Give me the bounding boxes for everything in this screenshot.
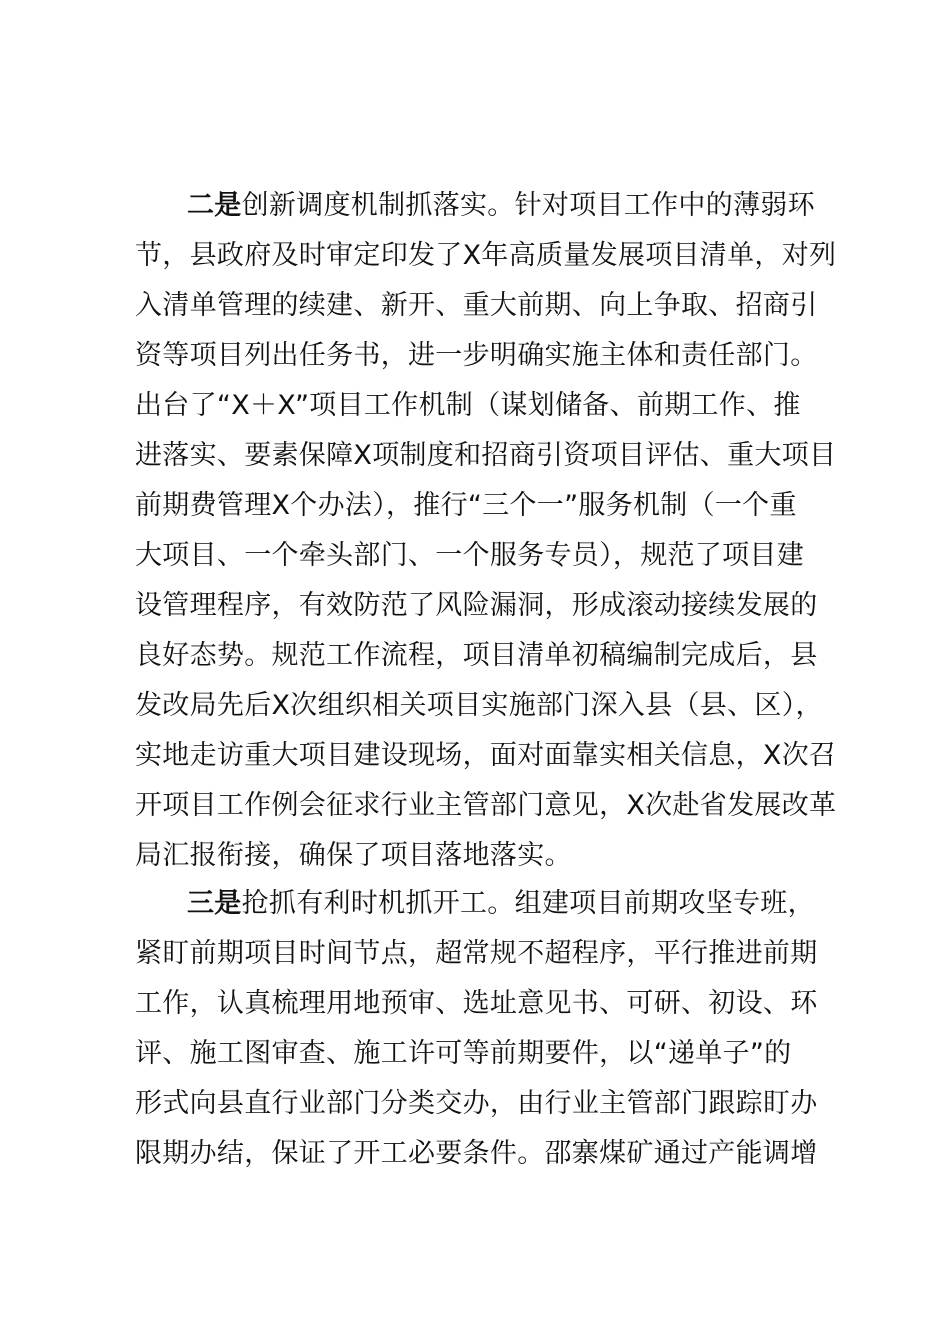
- paragraph-1-line-10: 良好态势。规范工作流程，项目清单初稿编制完成后，县: [135, 640, 818, 671]
- paragraph-1-line-14: 局汇报衔接，确保了项目落地落实。: [135, 840, 572, 871]
- paragraph-1-line-6: 进落实、要素保障X项制度和招商引资项目评估、重大项目: [135, 440, 837, 471]
- paragraph-1-line-9: 设管理程序，有效防范了风险漏洞，形成滚动接续发展的: [135, 590, 818, 621]
- paragraph-1-line-4: 资等项目列出任务书，进一步明确实施主体和责任部门。: [135, 340, 818, 371]
- paragraph-2-line-5: 形式向县直行业部门分类交办，由行业主管部门跟踪盯办: [135, 1088, 818, 1119]
- paragraph-2-line-2: 紧盯前期项目时间节点，超常规不超程序，平行推进前期: [135, 938, 818, 969]
- paragraph-1-line-3: 入清单管理的续建、新开、重大前期、向上争取、招商引: [135, 290, 818, 321]
- paragraph-2-line-3: 工作，认真梳理用地预审、选址意见书、可研、初设、环: [135, 988, 818, 1019]
- paragraph-2-line-1-text: 抢抓有利时机抓开工。组建项目前期攻坚专班，: [241, 888, 815, 919]
- paragraph-1-line-1: [187, 188, 815, 224]
- paragraph-2-line-1: [187, 886, 815, 922]
- paragraph-1-line-1-text: 创新调度机制抓落实。针对项目工作中的薄弱环: [241, 190, 815, 221]
- paragraph-1-lead: 二是: [187, 190, 242, 221]
- paragraph-1-line-13: 开项目工作例会征求行业主管部门意见，X次赴省发展改革: [135, 790, 837, 821]
- paragraph-1-line-8: 大项目、一个牵头部门、一个服务专员），规范了项目建: [135, 540, 804, 571]
- paragraph-1-line-2: 节，县政府及时审定印发了X年高质量发展项目清单，对列: [135, 240, 837, 271]
- paragraph-1-line-11: 发改局先后X次组织相关项目实施部门深入县（县、区），: [135, 690, 823, 721]
- paragraph-1-line-5: 出台了“X＋X”项目工作机制（谋划储备、前期工作、推: [135, 390, 801, 421]
- paragraph-1-line-12: 实地走访重大项目建设现场，面对面靠实相关信息，X次召: [135, 740, 837, 771]
- paragraph-2-lead: 三是: [187, 888, 242, 919]
- paragraph-1-line-7: 前期费管理X个办法），推行“三个一”服务机制（一个重: [135, 490, 797, 521]
- paragraph-2-line-4: 评、施工图审查、施工许可等前期要件，以“递单子”的: [135, 1038, 792, 1069]
- paragraph-2-line-6: 限期办结，保证了开工必要条件。邵寨煤矿通过产能调增: [135, 1138, 818, 1169]
